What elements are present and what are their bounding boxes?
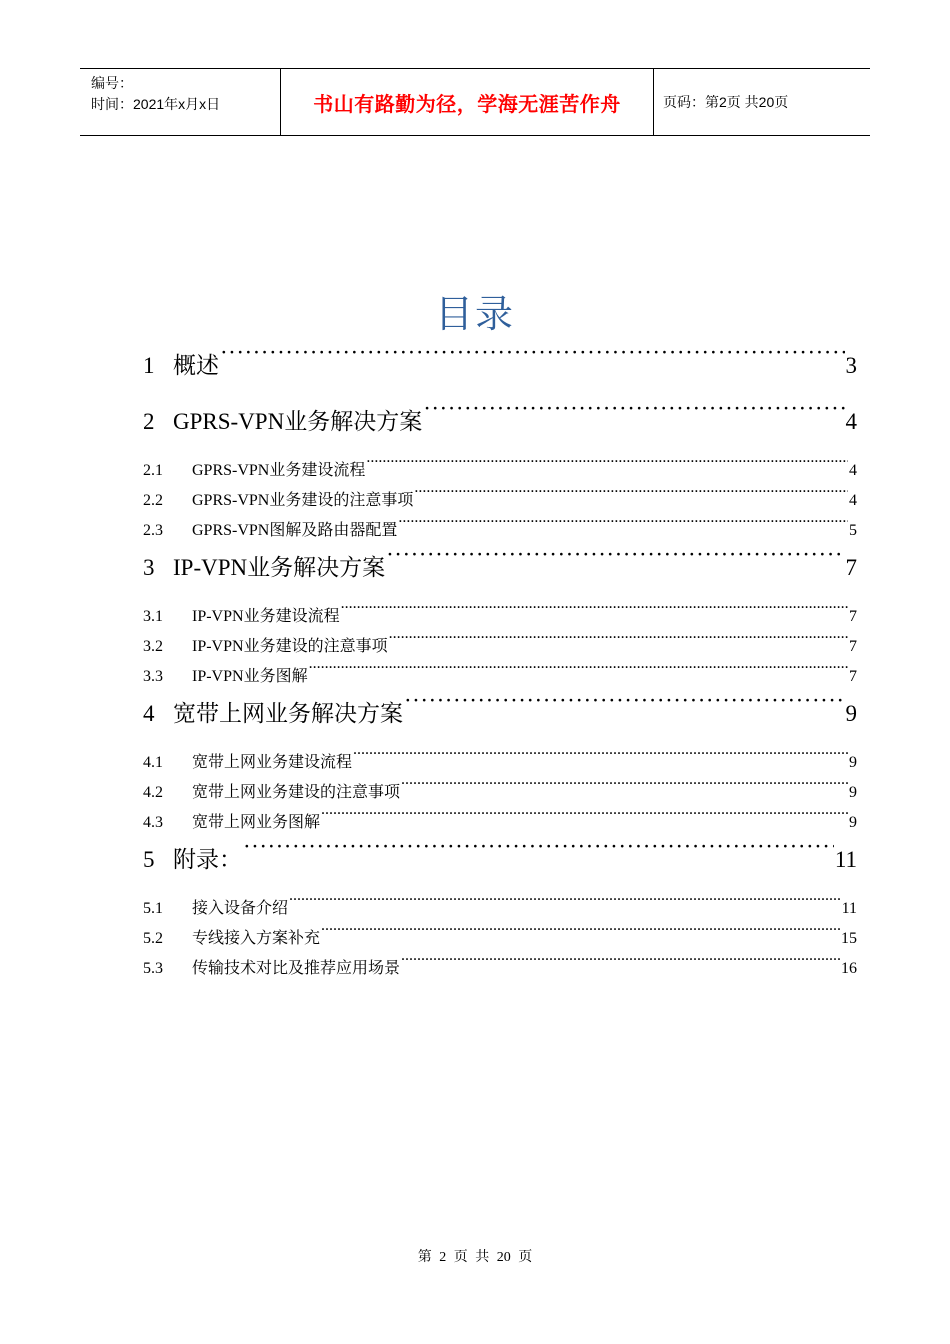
toc-entry-number: 3.1 — [143, 608, 163, 625]
document-date: 时间：2021年x月x日 — [91, 96, 221, 112]
toc-dot-leader — [353, 751, 848, 767]
toc-entry-page-number: 7 — [849, 608, 857, 625]
toc-dot-leader — [341, 605, 848, 621]
toc-entry-page-number: 7 — [849, 668, 857, 685]
toc-chapter-entry[interactable] — [143, 400, 857, 456]
toc-entry-page-number: 3 — [845, 353, 857, 378]
toc-entry-title: IP-VPN业务建设流程 — [192, 608, 340, 625]
toc-dot-leader — [404, 698, 845, 721]
toc-entry-page-number: 9 — [845, 701, 857, 726]
toc-section-entry[interactable] — [143, 456, 857, 486]
toc-entry-title: 接入设备介绍 — [192, 900, 289, 917]
toc-section-entry[interactable] — [143, 632, 857, 662]
toc-entry-page-number: 16 — [841, 960, 857, 977]
toc-entry-page-number: 9 — [849, 814, 857, 831]
toc-dot-leader — [414, 489, 848, 505]
toc-entry-title: GPRS-VPN业务建设的注意事项 — [192, 492, 414, 509]
toc-section-entry[interactable] — [143, 748, 857, 778]
toc-entry-number: 4.3 — [143, 814, 163, 831]
toc-entry-title: 专线接入方案补充 — [192, 930, 321, 947]
toc-entry-page-number: 15 — [841, 930, 857, 947]
toc-entry-title: GPRS-VPN业务解决方案 — [173, 409, 423, 434]
header-meta — [80, 69, 281, 135]
toc-entry-page-number: 11 — [834, 847, 857, 872]
toc-entry-title: GPRS-VPN图解及路由器配置 — [192, 522, 398, 539]
header-motto: 书山有路勤为径，学海无涯苦作舟 — [281, 69, 654, 135]
toc-entry-page-number: 4 — [845, 409, 857, 434]
toc-entry-title: GPRS-VPN业务建设流程 — [192, 462, 366, 479]
toc-section-entry[interactable] — [143, 486, 857, 516]
toc-entry-title: 宽带上网业务解决方案 — [173, 701, 403, 726]
toc-section-entry[interactable] — [143, 516, 857, 546]
toc-entry-title: IP-VPN业务图解 — [192, 668, 308, 685]
toc-entry-number: 3.3 — [143, 668, 163, 685]
toc-entry-number: 5.2 — [143, 930, 163, 947]
toc-entry-title: IP-VPN业务建设的注意事项 — [192, 638, 388, 655]
toc-entry-title: 宽带上网业务图解 — [192, 814, 321, 831]
toc-dot-leader — [321, 927, 840, 943]
toc-entry-title: 宽带上网业务建设流程 — [192, 754, 353, 771]
toc-dot-leader — [243, 844, 834, 867]
toc-entry-page-number: 7 — [845, 555, 857, 580]
toc-entry-number: 3.2 — [143, 638, 163, 655]
toc-entry-title: 概述 — [173, 353, 219, 378]
toc-dot-leader — [401, 781, 848, 797]
toc-dot-leader — [398, 519, 848, 535]
toc-entry-page-number: 7 — [849, 638, 857, 655]
toc-entry-title: 传输技术对比及推荐应用场景 — [192, 960, 401, 977]
toc-section-entry[interactable] — [143, 924, 857, 954]
toc-chapter-entry[interactable] — [143, 838, 857, 894]
toc-entry-page-number: 5 — [849, 522, 857, 539]
toc-entry-title: IP-VPN业务解决方案 — [173, 555, 386, 580]
toc-section-entry[interactable] — [143, 808, 857, 838]
toc-entry-number: 4.1 — [143, 754, 163, 771]
toc-entry-number: 5 — [143, 847, 155, 872]
toc-dot-leader — [220, 350, 845, 373]
toc-dot-leader — [321, 811, 848, 827]
page-header — [80, 68, 870, 136]
toc-entry-page-number: 9 — [849, 784, 857, 801]
toc-entry-number: 2 — [143, 409, 155, 434]
toc-entry-number: 4 — [143, 701, 155, 726]
toc-entry-number: 1 — [143, 353, 155, 378]
toc-chapter-entry[interactable] — [143, 344, 857, 400]
toc-entry-page-number: 4 — [849, 492, 857, 509]
toc-dot-leader — [386, 552, 844, 575]
toc-entry-page-number: 9 — [849, 754, 857, 771]
page-footer: 第 2 页 共 20 页 — [417, 1250, 533, 1265]
toc-entry-title: 附录： — [173, 847, 242, 872]
toc-entry-number: 3 — [143, 555, 155, 580]
toc-entry-number: 5.1 — [143, 900, 163, 917]
toc-entry-number: 2.3 — [143, 522, 163, 539]
toc-entry-page-number: 4 — [849, 462, 857, 479]
toc-dot-leader — [289, 897, 841, 913]
toc-chapter-entry[interactable] — [143, 546, 857, 602]
toc-dot-leader — [423, 406, 844, 429]
toc-section-entry[interactable] — [143, 894, 857, 924]
table-of-contents — [143, 344, 857, 984]
toc-entry-number: 2.1 — [143, 462, 163, 479]
toc-entry-title: 宽带上网业务建设的注意事项 — [192, 784, 401, 801]
header-page-info: 页码：第2页 共20页 — [663, 94, 789, 110]
toc-title: 目录 — [434, 292, 515, 336]
toc-entry-number: 4.2 — [143, 784, 163, 801]
toc-section-entry[interactable] — [143, 778, 857, 808]
toc-section-entry[interactable] — [143, 602, 857, 632]
toc-dot-leader — [366, 459, 848, 475]
toc-chapter-entry[interactable] — [143, 692, 857, 748]
toc-section-entry[interactable] — [143, 662, 857, 692]
toc-dot-leader — [401, 957, 840, 973]
toc-entry-number: 2.2 — [143, 492, 163, 509]
toc-section-entry[interactable] — [143, 954, 857, 984]
toc-dot-leader — [309, 665, 848, 681]
toc-entry-number: 5.3 — [143, 960, 163, 977]
toc-entry-page-number: 11 — [841, 900, 857, 917]
toc-dot-leader — [389, 635, 848, 651]
document-number: 编号： — [91, 75, 133, 91]
